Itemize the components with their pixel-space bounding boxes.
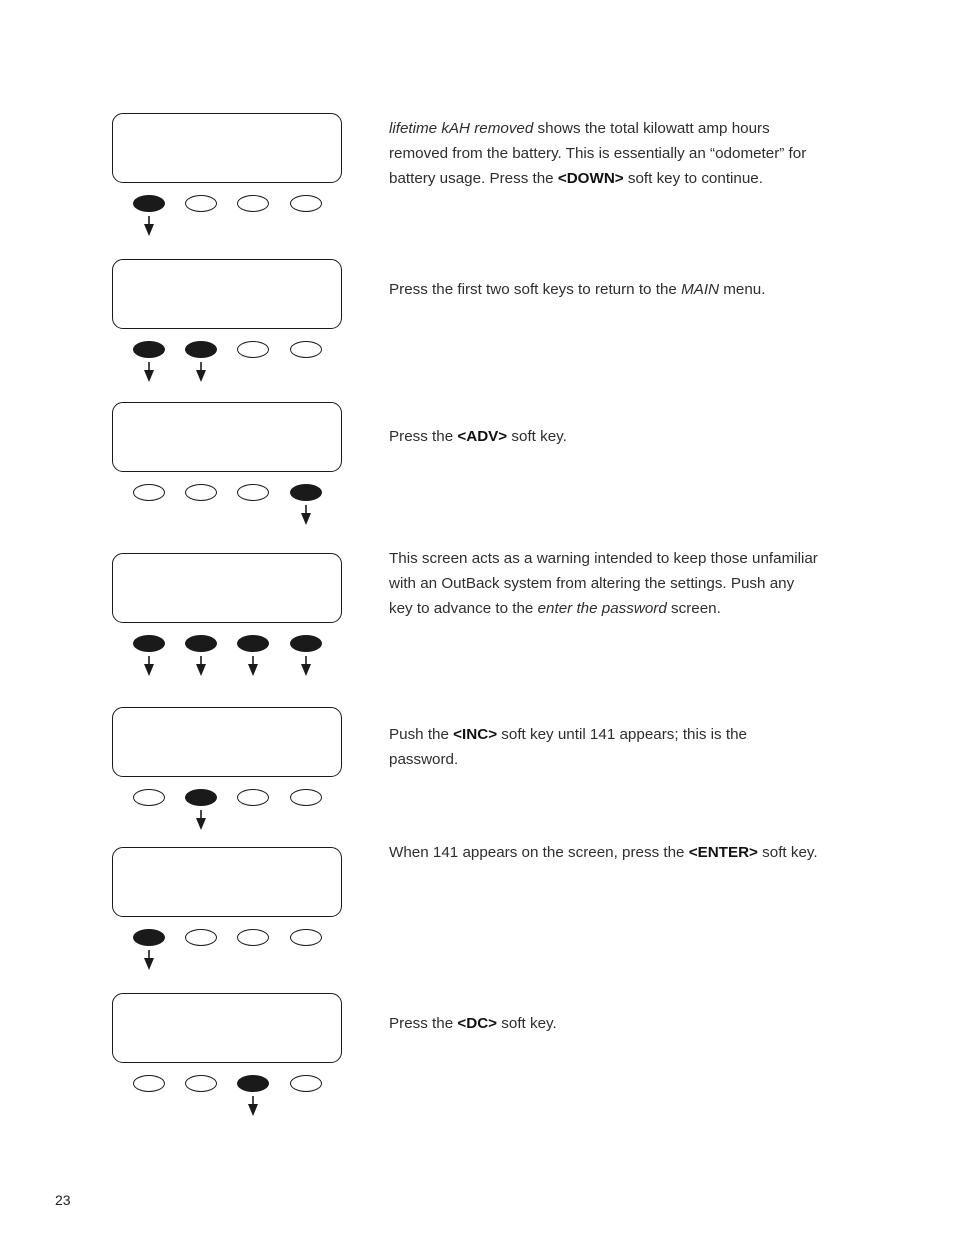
- down-arrow-icon: [300, 505, 312, 525]
- down-arrow-icon: [143, 216, 155, 236]
- description-segment: Press the first two soft keys to return to the: [389, 281, 682, 298]
- soft-key-1-pressed[interactable]: [133, 929, 165, 946]
- lcd-screen: [112, 993, 342, 1063]
- step-description: [389, 722, 819, 772]
- description-segment: soft key.: [497, 1015, 557, 1032]
- down-arrow-icon: [143, 950, 155, 970]
- soft-key-3-pressed[interactable]: [237, 1075, 269, 1092]
- description-segment: soft key to continue.: [623, 170, 763, 187]
- soft-key-3[interactable]: [237, 195, 269, 212]
- soft-key-1[interactable]: [133, 1075, 165, 1092]
- description-segment: Press the: [389, 428, 458, 445]
- page-number: 23: [55, 1192, 71, 1208]
- step-description: [389, 840, 819, 865]
- soft-key-1[interactable]: [133, 484, 165, 501]
- soft-key-4[interactable]: [290, 341, 322, 358]
- soft-key-1-pressed[interactable]: [133, 341, 165, 358]
- description-segment: <ENTER>: [688, 844, 758, 861]
- description-segment: soft key.: [507, 428, 567, 445]
- soft-key-3[interactable]: [237, 341, 269, 358]
- soft-key-1[interactable]: [133, 789, 165, 806]
- description-segment: soft key until 141 appears; this is the password.: [389, 726, 747, 768]
- soft-key-2-pressed[interactable]: [185, 789, 217, 806]
- down-arrow-icon: [247, 1096, 259, 1116]
- description-segment: screen.: [666, 600, 721, 617]
- description-segment: <DOWN>: [557, 170, 624, 187]
- lcd-screen: [112, 707, 342, 777]
- lcd-screen: [112, 847, 342, 917]
- soft-key-2-pressed[interactable]: [185, 341, 217, 358]
- soft-key-2-pressed[interactable]: [185, 635, 217, 652]
- soft-key-4[interactable]: [290, 789, 322, 806]
- soft-key-4-pressed[interactable]: [290, 635, 322, 652]
- down-arrow-icon: [195, 656, 207, 676]
- soft-key-4[interactable]: [290, 929, 322, 946]
- lcd-screen: [112, 402, 342, 472]
- soft-key-2[interactable]: [185, 1075, 217, 1092]
- description-segment: shows the total kilowatt amp hours removed from the battery. This is essentially an “odometer” for battery usage. Press the: [389, 120, 807, 187]
- soft-key-1-pressed[interactable]: [133, 635, 165, 652]
- down-arrow-icon: [247, 656, 259, 676]
- description-segment: <DC>: [457, 1015, 498, 1032]
- description-segment: This screen acts as a warning intended to keep those unfamiliar with an OutBack system from altering the settings. Push any key to advance to the: [389, 550, 818, 617]
- down-arrow-icon: [300, 656, 312, 676]
- soft-key-4[interactable]: [290, 1075, 322, 1092]
- soft-key-4[interactable]: [290, 195, 322, 212]
- soft-key-2[interactable]: [185, 484, 217, 501]
- description-segment: When 141 appears on the screen, press the: [389, 844, 689, 861]
- description-segment: soft key.: [757, 844, 818, 861]
- soft-key-3[interactable]: [237, 484, 269, 501]
- description-segment: <ADV>: [457, 428, 508, 445]
- description-segment: enter the password: [537, 600, 667, 617]
- soft-key-2[interactable]: [185, 929, 217, 946]
- description-segment: lifetime kAH removed: [389, 120, 534, 137]
- down-arrow-icon: [195, 362, 207, 382]
- lcd-screen: [112, 553, 342, 623]
- step-description: [389, 116, 819, 191]
- description-segment: Press the: [389, 1015, 458, 1032]
- soft-key-3[interactable]: [237, 789, 269, 806]
- step-description: [389, 546, 819, 621]
- step-description: [389, 424, 819, 449]
- down-arrow-icon: [195, 810, 207, 830]
- lcd-screen: [112, 113, 342, 183]
- step-description: [389, 277, 819, 302]
- description-segment: <INC>: [453, 726, 498, 743]
- soft-key-3-pressed[interactable]: [237, 635, 269, 652]
- down-arrow-icon: [143, 362, 155, 382]
- step-description: [389, 1011, 819, 1036]
- description-segment: MAIN: [681, 281, 720, 298]
- soft-key-1-pressed[interactable]: [133, 195, 165, 212]
- description-segment: menu.: [719, 281, 766, 298]
- soft-key-2[interactable]: [185, 195, 217, 212]
- soft-key-3[interactable]: [237, 929, 269, 946]
- lcd-screen: [112, 259, 342, 329]
- down-arrow-icon: [143, 656, 155, 676]
- description-segment: Push the: [389, 726, 454, 743]
- soft-key-4-pressed[interactable]: [290, 484, 322, 501]
